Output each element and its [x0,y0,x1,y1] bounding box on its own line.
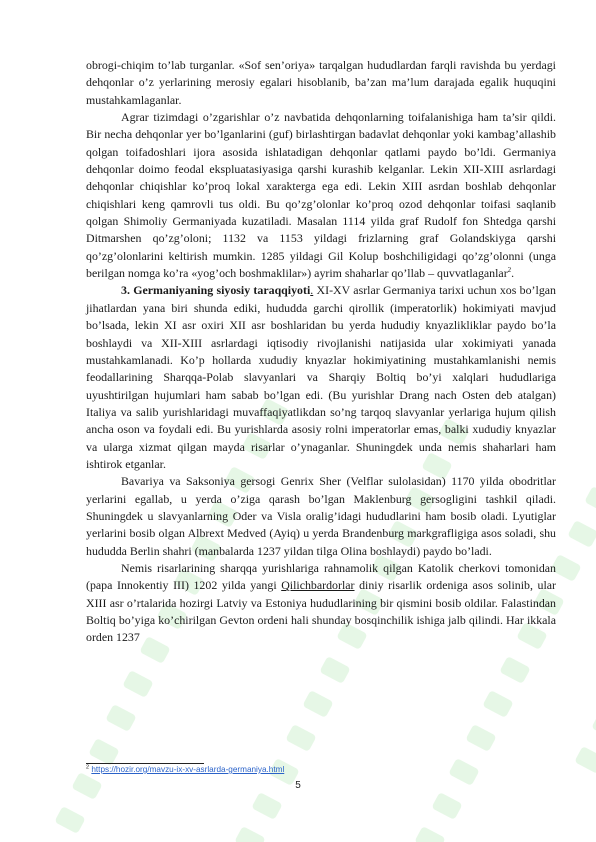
watermark-glyph [302,690,333,718]
watermark-glyph [567,520,596,548]
paragraph: 3. Germaniyaning siyosiy taraqqiyoti. XI-XV asrlar Germaniya tarixi uchun xos bo’lgan jihatlardan yana biri shunda ediki, hududda garchi qirollik (imperatorlik) hokimiyati mavjud bo’lsada, lekin XI asr oxiri XII asr boshlaridan bu yerda hududiy knyazlikliklar paydo bo’la boshlaydi va XII-XIII asrlardagi iqtisodiy rivojlanishi natijasida ular xokimiyati yanada mustahkamlanadi. Ko’p hollarda xududiy knyazlar hokimiyatining mustahkamlanishi nemis feodallarining Sharqqa-Polab slavyanlari va Sharqiy Boltiq bo’yi xalqlari hududlariga uyushtirilgan hujumlari ham sabab bo’lgan edi. (Bu yurishlar Drang nach Osten deb atalgan) Italiya va salib yurishlaridagi muvaffaqiyatlikdan so’ng tarqoq slavyanlar yerlariga hujum qilish ancha oson va foydali edi. Bu yurishlarda asosiy rolni imperatorlar emas, balki xududiy knyazlar va ularga xizmat qilgan mayda risarlar o’ynaganlar. Shuningdek unda nemis shaharlari ham ishtirok etganlar. [86,283,556,471]
watermark-glyph [499,656,530,684]
paragraph: Nemis risarlarining sharqqa yurishlariga rahnamolik qilgan Katolik cherkovi tomonidan (papa Innokentiy III) 1202 yilda yangi Qilichbardorlar diniy risarlik ordeniga asos solinib, ular XIII asr o’rtalarida hozirgi Latviy va Estoniya hududlarining bir qismini bosib oldilar. Falastindan Boltiq bo’yiga ko’chirilgan Gevton ordeni hali shunday bosqinchilik ishiga jalb qilindi. Har ikkala orden 1237 [86,560,556,645]
watermark-glyph [584,486,596,514]
paragraph: obrogi-chiqim to’lab turganlar. «Sof sen’oriya» tarqalgan hududlardan farqli ravishda bu yerdagi dehqonlar o’z yerlarining merosiy egalari hisoblanib, ba’zan ma’lum darajada egalik huquqini mustahkamlaganlar. [86,58,556,107]
watermark-glyph [591,712,596,740]
watermark-glyph [482,690,513,718]
watermark-glyph [88,738,119,766]
watermark-glyph [54,806,85,834]
term-link[interactable]: Qilichbardorlar [281,578,355,593]
watermark-glyph [431,792,462,820]
watermark-glyph [105,704,136,732]
footnote [86,765,284,774]
footnote-number: 2 [86,764,90,771]
watermark-glyph [574,746,596,774]
watermark-glyph [251,792,282,820]
paragraph: Bavariya va Saksoniya gersogi Genrix Sher (Velflar sulolasidan) 1170 yilda obodritlar yerlarini egallab, u yerda o’ziga qarash bo’lgan Maklenburg gersogligini tashkil qiladi. Shuningdek u slavyanlarning Oder va Visla oralig’idagi hududlarini ham bosib oladi. Lyutiglar yerlarini bosib olgan Albrext Medved (Ayiq) u yerda Brandenburg markgrafligiga asos soladi, shu hududda Berlin shahri (manbalarda 1237 yildan tilga Olina boshlaydi) paydo bo’ladi. [86,474,556,558]
section-heading: 3. Germaniyaning siyosiy taraqqiyoti [121,283,311,298]
watermark-glyph [319,656,350,684]
footnote-divider [86,763,204,764]
watermark-glyph [234,826,265,842]
page-number: 5 [295,780,301,791]
watermark-glyph [414,826,445,842]
watermark-glyph [285,724,316,752]
footnote-link[interactable]: https://hozir.org/mavzu-ix-xv-asrlarda-germaniya.html [91,765,285,774]
document-body [86,57,556,647]
watermark-glyph [122,670,153,698]
footnote-ref[interactable]: 2 [507,266,512,275]
paragraph: Agrar tizimdagi o’zgarishlar o’z navbatida dehqonlarning toifalanishiga ham ta’sir qildi. Bir necha dehqonlar yer bo’lganlarini (guf) birlashtirgan badavlat dehqonlar yoki kambag’allashib qolgan toifadoshlari ijora asosida ishlatadigan dehqonlar qatlami paydo bo’ldi. Germaniya dehqonlar doimo feodal ekspluatasiyasiga qarshi kurashib kelganlar. Lekin XII-XIII asrlardagi dehqonlar chiqishlar ko’proq lokal xarakterga ega edi. Lekin XIII asrdan boshlab dehqonlar chiqishlari keng qamrovli tus oldi. Bu qo’zg’olonlar ko’proq ozod dehqonlar toifasi saqlanib qolgan Shimoliy Germaniyada kuzatiladi. Masalan 1114 yilda graf Rudolf fon Shtedga qarshi Ditmarshen qo’zg’oloni; 1132 va 1153 yildagi frizlarning graf Golandskiyga qarshi qo’zg’olonlarini keltirish mumkin. 1285 yildagi Gil Kolup boshchiligidagi qo’zg’olonni (unga berilgan nomga ko’ra «yog’och boshmaklilar») ayrim shaharlar qo’llab – quvvatlaganlar$^2$. [86,110,556,281]
watermark-glyph [465,724,496,752]
